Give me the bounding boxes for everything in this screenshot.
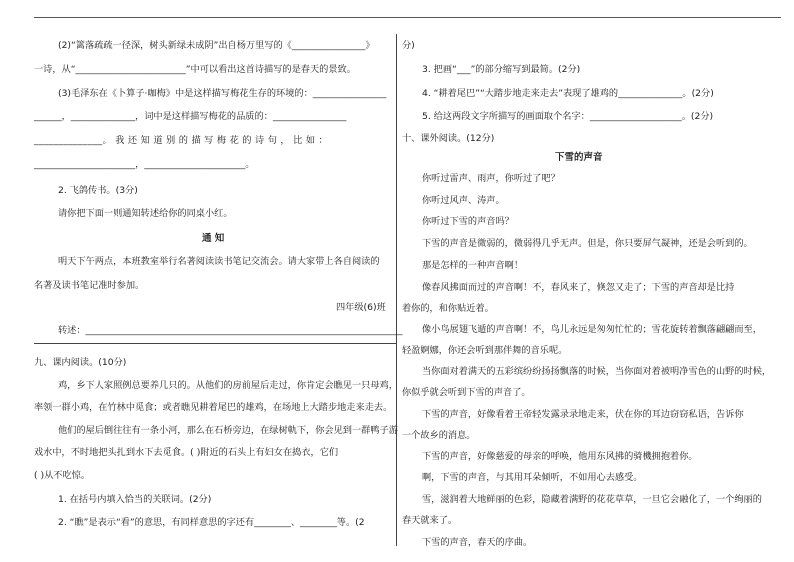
notice-title: 通 知 xyxy=(202,233,225,244)
passage-line-4: 戏水中，不时地把头扎到水下去觅食。( )附近的石头上有妇女在捣衣，它们 xyxy=(34,447,339,458)
article-line-4: 下雪的声音是微弱的，微弱得几乎无声。但是，你只要屏气凝神，还是会听到的。 xyxy=(422,238,753,249)
question-9-2: 2. “瞧”是表示“看”的意思，有同样意思的字还有________、________等。(2 xyxy=(58,517,365,528)
article-line-14: 下雪的声音，好像慈爱的母亲的呼唤，他用东风拂的骑機拥抱着你。 xyxy=(422,451,698,462)
article-line-12: 下雪的声音，好像看着王帝轻发露录录地走来，伏在你的耳边窃窃私语，告诉你 xyxy=(422,409,744,420)
question-9-1: 1. 在括号内填入恰当的关联词。(2分) xyxy=(58,494,212,505)
question-2-line-2: 一诗，从“________________________”中可以看出这首诗描写的是春天的景致。 xyxy=(34,64,356,75)
section-rule xyxy=(34,343,396,344)
article-line-7: 着你的，和你贴近着。 xyxy=(402,303,494,314)
article-line-5: 那是怎样的一种声音啊！ xyxy=(422,260,524,271)
pigeon-letter-instruction: 请你把下面一则通知转述给你的同桌小红。 xyxy=(58,208,233,219)
article-line-17: 春天就来了。 xyxy=(402,515,458,526)
question-9-2-continued: 分) xyxy=(402,40,415,51)
notice-signature: 四年级(6)班 xyxy=(336,302,386,313)
article-line-2: 你听过风声、涛声。 xyxy=(422,195,505,206)
section-9-heading: 九、课内阅读。(10分) xyxy=(34,357,127,368)
article-line-8: 像小鸟展翅飞遁的声音啊！不，鸟儿永远是匆匆忙忙的；雪花旋转着飘落翩翩而至， xyxy=(422,324,762,335)
article-line-13: 一个故乡的消息。 xyxy=(402,430,476,441)
question-3-line-1: (3)毛泽东在《卜算子·咖梅》中是这样描写梅花生存的环境的：________________ xyxy=(58,88,387,99)
passage-line-1: 鸡，乡下人家照例总要养几只的。从他们的房前屋后走过，你肯定会瞧见一只母鸡， xyxy=(58,380,398,391)
notice-body-line-2: 名著及读书笔记准时参加。 xyxy=(34,280,145,291)
pigeon-letter-heading: 2. 飞鸽传书。(3分) xyxy=(58,185,138,196)
article-line-11: 你似乎就会听到下雪的声音了。 xyxy=(402,387,531,398)
article-title: 下雪的声音 xyxy=(555,152,603,163)
column-divider xyxy=(396,34,397,546)
article-line-10: 当你面对着满天的五彩缤纷纷扬扬飘落的时候，当你面对着被明净雪色的山野的时候， xyxy=(422,366,772,377)
passage-line-5: ( )从不吃惊。 xyxy=(34,470,91,481)
retell-answer-line: 转述：_____________________________________________________________________ xyxy=(58,325,403,336)
article-line-6: 像春风拂面而过的声音啊！不，春风来了，倏忽又走了；下雪的声音却是比持 xyxy=(422,282,735,293)
article-line-18: 下雪的声音，春天的序曲。 xyxy=(422,537,533,548)
question-2-line-1: (2)“篱落疏疏一径深，树头新绿未成阴”出自杨万里写的《________________》 xyxy=(58,40,375,51)
question-9-3: 3. 把画“___”的部分缩写到最简。(2分) xyxy=(422,64,581,75)
article-line-15: 啊，下雪的声音，与其用耳朵倾听，不如用心去感受。 xyxy=(422,472,643,483)
section-10-heading: 十、课外阅读。(12分) xyxy=(402,133,495,144)
passage-line-2: 率领一群小鸡，在竹林中觅食；或者瞧见耕着尾巴的雄鸡，在场地上大踏步地走来走去。 xyxy=(34,402,393,413)
question-3-line-2: ______，______________，词中是这样描写梅花的品质的：________________ xyxy=(34,111,347,122)
page-top-rule xyxy=(34,17,781,18)
question-9-4: 4. “耕着尾巴”“大踏步地走来走去”表现了雄鸡的______________。(2分) xyxy=(422,88,714,99)
article-line-9: 轻盈婀娜，你还会听到那伴舞的音乐呢。 xyxy=(402,345,568,356)
question-3-line-3: ______________。 我 还 知 道 别 的 描 写 梅 花 的 诗 句 ， 比 如 ： xyxy=(34,135,329,146)
question-3-line-4: ______________________，______________________。 xyxy=(34,159,255,170)
article-line-1: 你听过雷声、雨声，你听过了吧？ xyxy=(422,173,560,184)
question-9-5: 5. 给这两段文字所描写的画面取个名字：____________________。(2分) xyxy=(422,111,714,122)
passage-line-3: 他们的屋后倒往往有一条小河，那么在石桥旁边，在绿树軌下，你会见到一群鸭子游 xyxy=(58,425,398,436)
article-line-3: 你听过下雪的声音吗？ xyxy=(422,216,514,227)
article-line-16: 雪，滋润着大地鲜丽的色彩，隐藏着满野的花花草草，一旦它会融化了，一个绚丽的 xyxy=(422,494,762,505)
notice-body-line-1: 明天下午两点，本班教室举行名著阅读读书笔记交流会。请大家带上各自阅读的 xyxy=(58,256,380,267)
